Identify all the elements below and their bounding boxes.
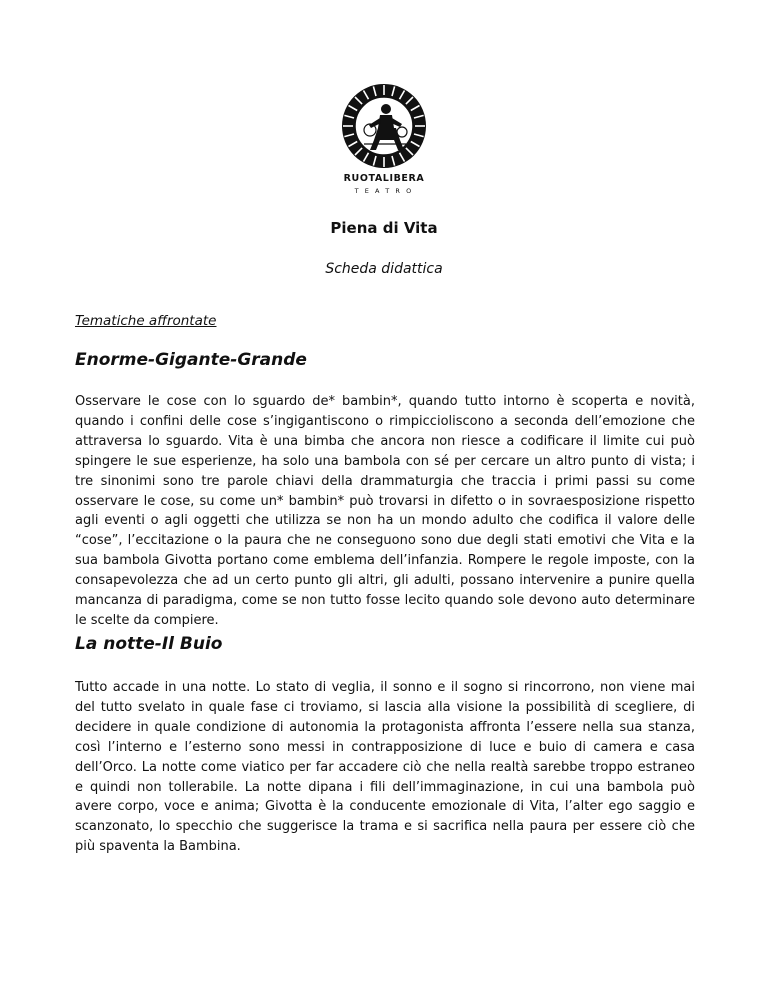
logo-name: RUOTALIBERA xyxy=(343,173,425,184)
document-title: Piena di Vita xyxy=(330,219,438,237)
section-heading-notte: La notte-Il Buio xyxy=(75,634,223,654)
section-heading-enorme: Enorme-Gigante-Grande xyxy=(75,350,307,370)
section-body-enorme: Osservare le cose con lo sguardo de* bambin*, quando tutto intorno è scoperta e novità, quando i confini delle cose s’ingigantiscono o rimpiccioliscono a seconda dell’emozione che attraversa lo sguardo. Vita è una bimba che ancora non riesce a codificare il limite cui può spingere le sue esperienze, ha solo una bambola con sé per cercare un altro punto di vista; i tre sinonimi sono tre parole chiavi della drammaturgia che traccia i primi passi su come osservare le cose, su come un* bambin* può trovarsi in difetto o in sovraesposizione rispetto agli eventi o agli oggetti che utilizza se non ha un mondo adulto che codifica il valore delle “cose”, l’eccitazione o la paura che ne conseguono sono due degli stati emotivi che Vita e la sua bambola Givotta portano come emblema dell’infanzia. Rompere le regole imposte, con la consapevolezza che ad un certo punto gli altri, gli adulti, possano intervenire a punire quella mancanza di paradigma, come se non tutto fosse lecito quando sole devono auto determinare le scelte da compiere. xyxy=(75,394,695,628)
wheel-logo-icon xyxy=(332,82,436,172)
topics-label: Tematiche affrontate xyxy=(75,313,217,329)
section-body-notte: Tutto accade in una notte. Lo stato di veglia, il sonno e il sogno si rincorrono, non viene mai del tutto svelato in quale fase ci troviamo, si lascia alla visione la possibilità di scegliere, di decidere in quale condizione di autonomia la protagonista affronta l’essere nella sua stanza, così l’interno e l’esterno sono messi in contrapposizione di luce e buio di camera e casa dell’Orco. La notte come viatico per far accadere ciò che nella realtà sarebbe troppo estraneo e quindi non tollerabile. La notte dipana i fili dell’immaginazione, in cui una bambola può avere corpo, voce e anima; Givotta è la conducente emozionale di Vita, l’alter ego saggio e scanzonato, lo specchio che suggerisce la trama e si sacrifica nella paura per essere ciò che più spaventa la Bambina. xyxy=(75,680,695,855)
logo-subtitle: TEATRO xyxy=(354,187,418,195)
ruotalibera-logo xyxy=(332,82,436,200)
document-subtitle: Scheda didattica xyxy=(325,261,443,277)
